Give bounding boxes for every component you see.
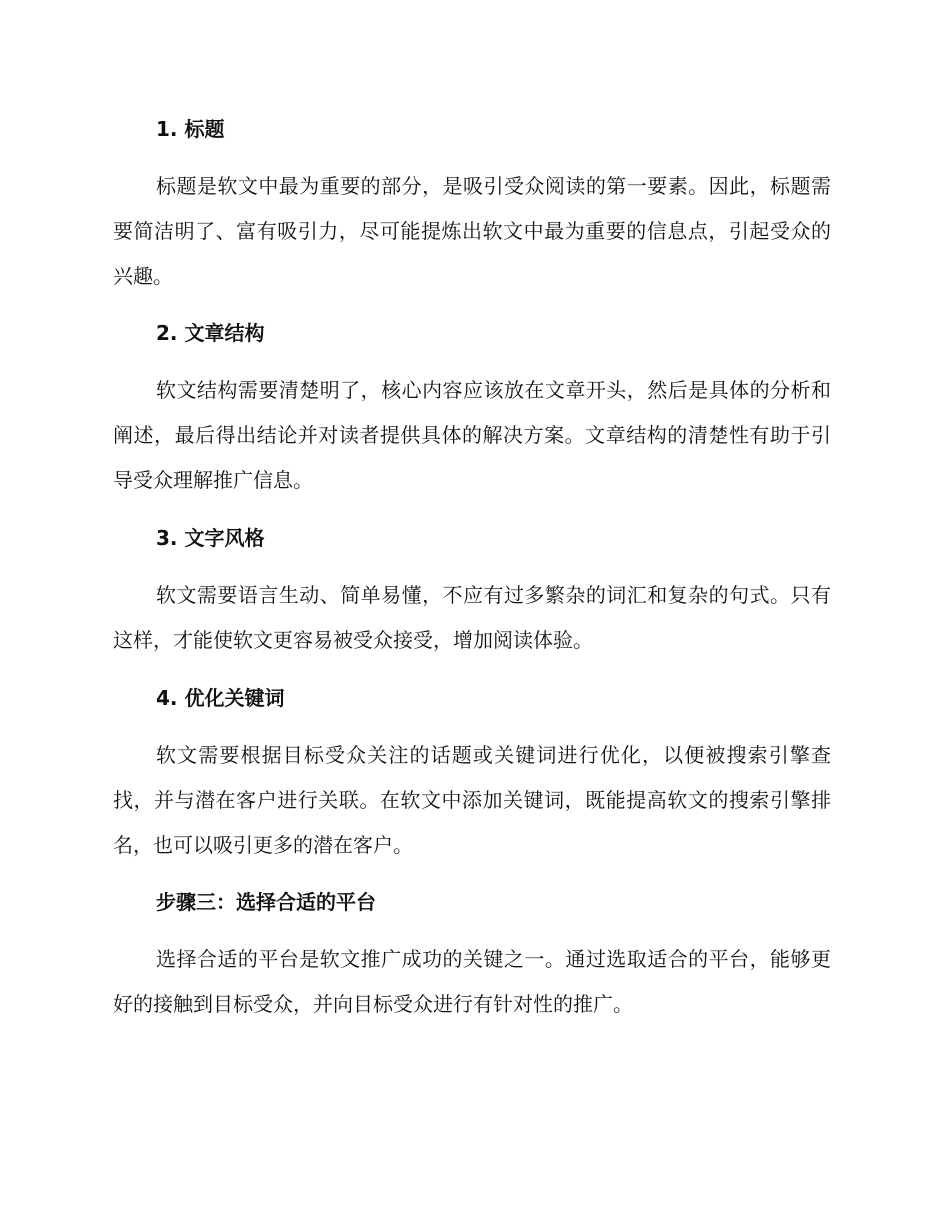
section-body-title: 标题是软文中最为重要的部分，是吸引受众阅读的第一要素。因此，标题需要简洁明了、富有吸引力，尽可能提炼出软文中最为重要的信息点，引起受众的兴趣。 (113, 174, 831, 288)
section-heading-structure: 2. 文章结构 (156, 321, 265, 345)
section-body-structure: 软文结构需要清楚明了，核心内容应该放在文章开头，然后是具体的分析和阐述，最后得出结论并对读者提供具体的解决方案。文章结构的清楚性有助于引导受众理解推广信息。 (113, 378, 831, 492)
section-heading-keywords: 4. 优化关键词 (156, 686, 285, 710)
section-body-platform: 选择合适的平台是软文推广成功的关键之一。通过选取适合的平台，能够更好的接触到目标受众，并向目标受众进行有针对性的推广。 (113, 947, 831, 1016)
section-heading-platform: 步骤三：选择合适的平台 (156, 890, 376, 914)
section-body-keywords: 软文需要根据目标受众关注的话题或关键词进行优化，以便被搜索引擎查找，并与潜在客户进行关联。在软文中添加关键词，既能提高软文的搜索引擎排名，也可以吸引更多的潜在客户。 (113, 743, 831, 857)
section-heading-title: 1. 标题 (156, 117, 225, 141)
section-body-style: 软文需要语言生动、简单易懂，不应有过多繁杂的词汇和复杂的句式。只有这样，才能使软文更容易被受众接受，增加阅读体验。 (113, 583, 831, 652)
section-heading-style: 3. 文字风格 (156, 526, 265, 550)
